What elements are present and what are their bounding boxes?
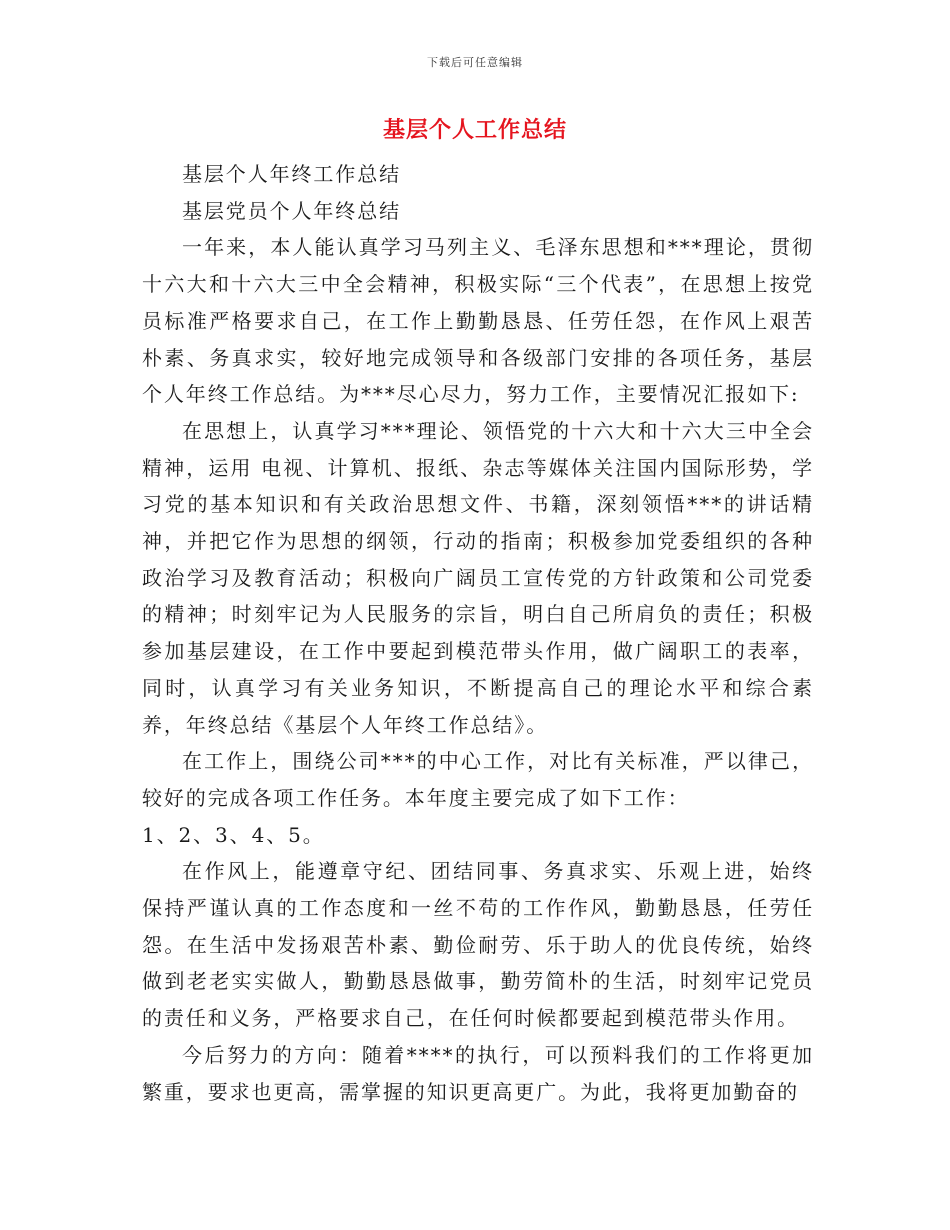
document-body (142, 156, 814, 1110)
paragraph-ideology: 在思想上，认真学习***理论、领悟党的十六大和十六大三中全会精神，运用 电视、计算机、报纸、杂志等媒体关注国内国际形势，学习党的基本知识和有关政治思想文件、书籍，深刻领悟***的讲话精神，并把它作为思想的纲领，行动的指南；积极参加党委组织的各种政治学习及教育活动；积极向广阔员工宣传党的方针政策和公司党委的精神；时刻牢记为人民服务的宗旨，明白自己所肩负的责任；积极参加基层建设，在工作中要起到模范带头作用，做广阔职工的表率，同时，认真学习有关业务知识，不断提高自己的理论水平和综合素养，年终总结《基层个人年终工作总结》。 (142, 418, 814, 737)
paragraph-work-list: 1、2、3、4、5。 (142, 822, 325, 847)
header-note: 下载后可任意编辑 (427, 56, 523, 69)
paragraph-work: 在工作上，围绕公司***的中心工作，对比有关标准，严以律己，较好的完成各项工作任务。本年度主要完成了如下工作： (142, 749, 814, 810)
document-title: 基层个人工作总结 (382, 118, 567, 143)
paragraph-conduct: 在作风上，能遵章守纪、团结同事、务真求实、乐观上进，始终保持严谨认真的工作态度和一丝不苟的工作作风，勤勤恳恳，任劳任怨。在生活中发扬艰苦朴素、勤俭耐劳、乐于助人的优良传统，始终做到老老实实做人，勤勤恳恳做事，勤劳简朴的生活，时刻牢记党员的责任和义务，严格要求自己，在任何时候都要起到模范带头作用。 (142, 859, 814, 1031)
paragraph-subtitle-1: 基层个人年终工作总结 (182, 162, 401, 186)
paragraph-future: 今后努力的方向：随着****的执行，可以预料我们的工作将更加繁重，要求也更高，需掌握的知识更高更广。为此，我将更加勤奋的 (142, 1042, 814, 1104)
paragraph-subtitle-2: 基层党员个人年终总结 (182, 198, 401, 223)
paragraph-intro: 一年来，本人能认真学习马列主义、毛泽东思想和***理论，贯彻十六大和十六大三中全会精神，积极实际“三个代表”，在思想上按党员标准严格要求自己，在工作上勤勤恳恳、任劳任怨，在作风上艰苦朴素、务真求实，较好地完成领导和各级部门安排的各项任务，基层个人年终工作总结。为***尽心尽力，努力工作，主要情况汇报如下: (142, 235, 814, 407)
